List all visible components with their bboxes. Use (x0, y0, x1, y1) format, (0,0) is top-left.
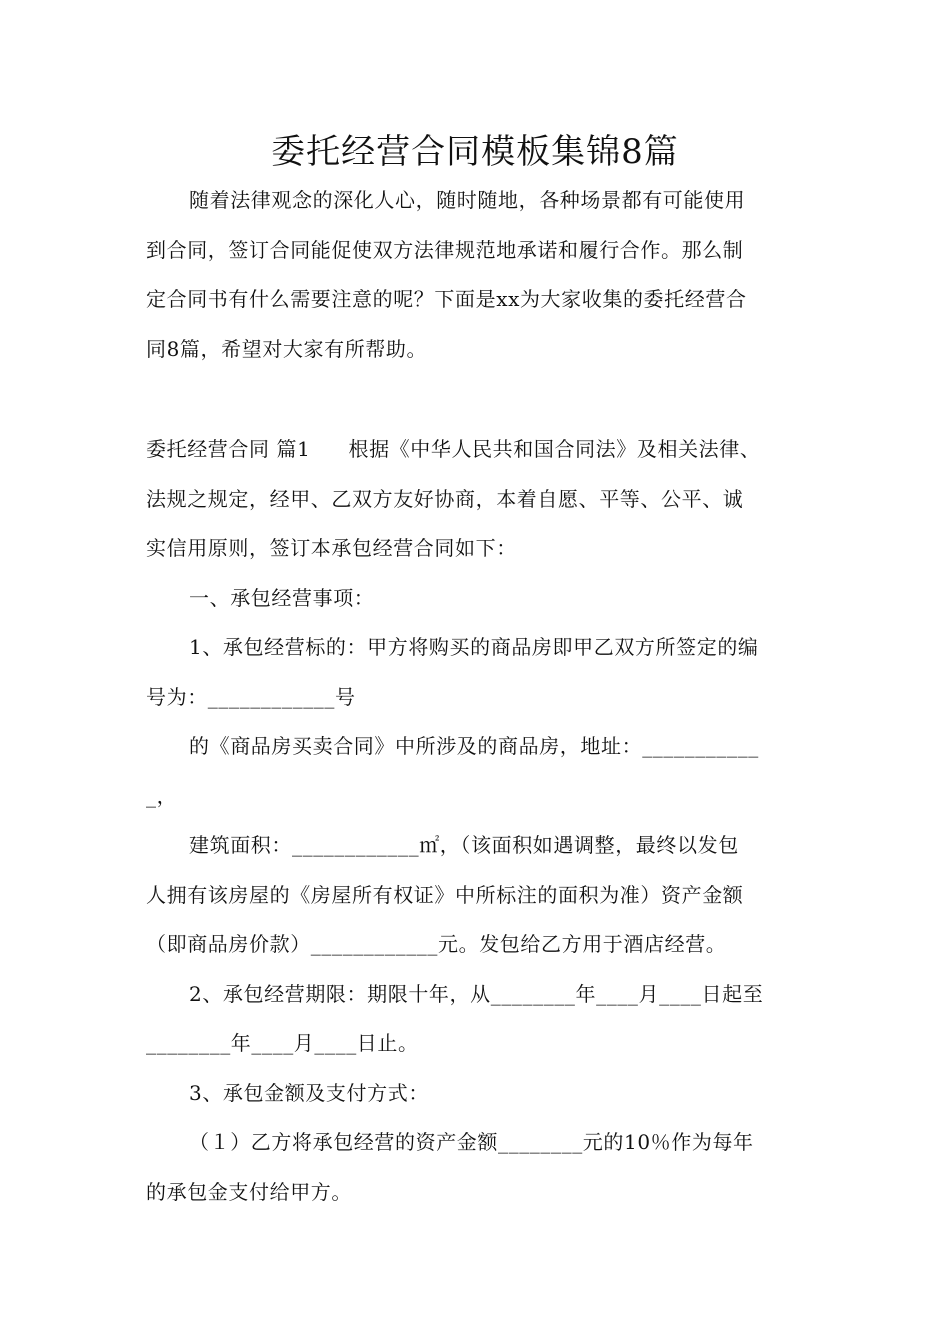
text-line: 号为：____________号 (146, 684, 356, 709)
section-text: 根据《中华人民共和国合同法》及相关法律、 (348, 437, 761, 461)
text-line: 定合同书有什么需要注意的呢？下面是xx为大家收集的委托经营合 (146, 287, 747, 311)
text-line: 1、承包经营标的：甲方将购买的商品房即甲乙双方所签定的编 (189, 635, 759, 659)
section-1 (146, 425, 816, 1217)
text-line: 法规之规定，经甲、乙双方友好协商，本着自愿、平等、公平、诚 (146, 486, 744, 511)
text-line: 2、承包经营期限：期限十年，从________年____月____日起至 (189, 981, 764, 1006)
text-line (146, 425, 816, 475)
text-line: 随着法律观念的深化人心，随时随地，各种场景都有可能使用 (189, 188, 746, 212)
text-line: 建筑面积：____________㎡，（该面积如遇调整，最终以发包 (189, 833, 739, 857)
text-line: （即商品房价款）____________元。发包给乙方用于酒店经营。 (146, 932, 727, 956)
text-line: （１）乙方将承包经营的资产金额________元的10％作为每年 (189, 1130, 754, 1154)
text-line: 实信用原则，签订本承包经营合同如下： (146, 536, 517, 560)
text-line: _， (146, 783, 178, 808)
document-title: 委托经营合同模板集锦8篇 (271, 132, 679, 172)
clause-heading: 3、承包金额及支付方式： (189, 1080, 429, 1105)
clause-heading: 一、承包经营事项： (189, 585, 375, 610)
text-line: 到合同，签订合同能促使双方法律规范地承诺和履行合作。那么制 (146, 237, 744, 262)
text-line: 的《商品房买卖合同》中所涉及的商品房，地址：___________ (189, 734, 759, 758)
text-line: 的承包金支付给甲方。 (146, 1179, 352, 1204)
text-line: 同8篇，希望对大家有所帮助。 (146, 336, 428, 361)
text-line: ________年____月____日止。 (146, 1031, 419, 1055)
text-line: 人拥有该房屋的《房屋所有权证》中所标注的面积为准）资产金额 (146, 882, 744, 907)
section-heading: 委托经营合同 篇1 (146, 437, 311, 461)
intro-paragraph (146, 176, 816, 374)
